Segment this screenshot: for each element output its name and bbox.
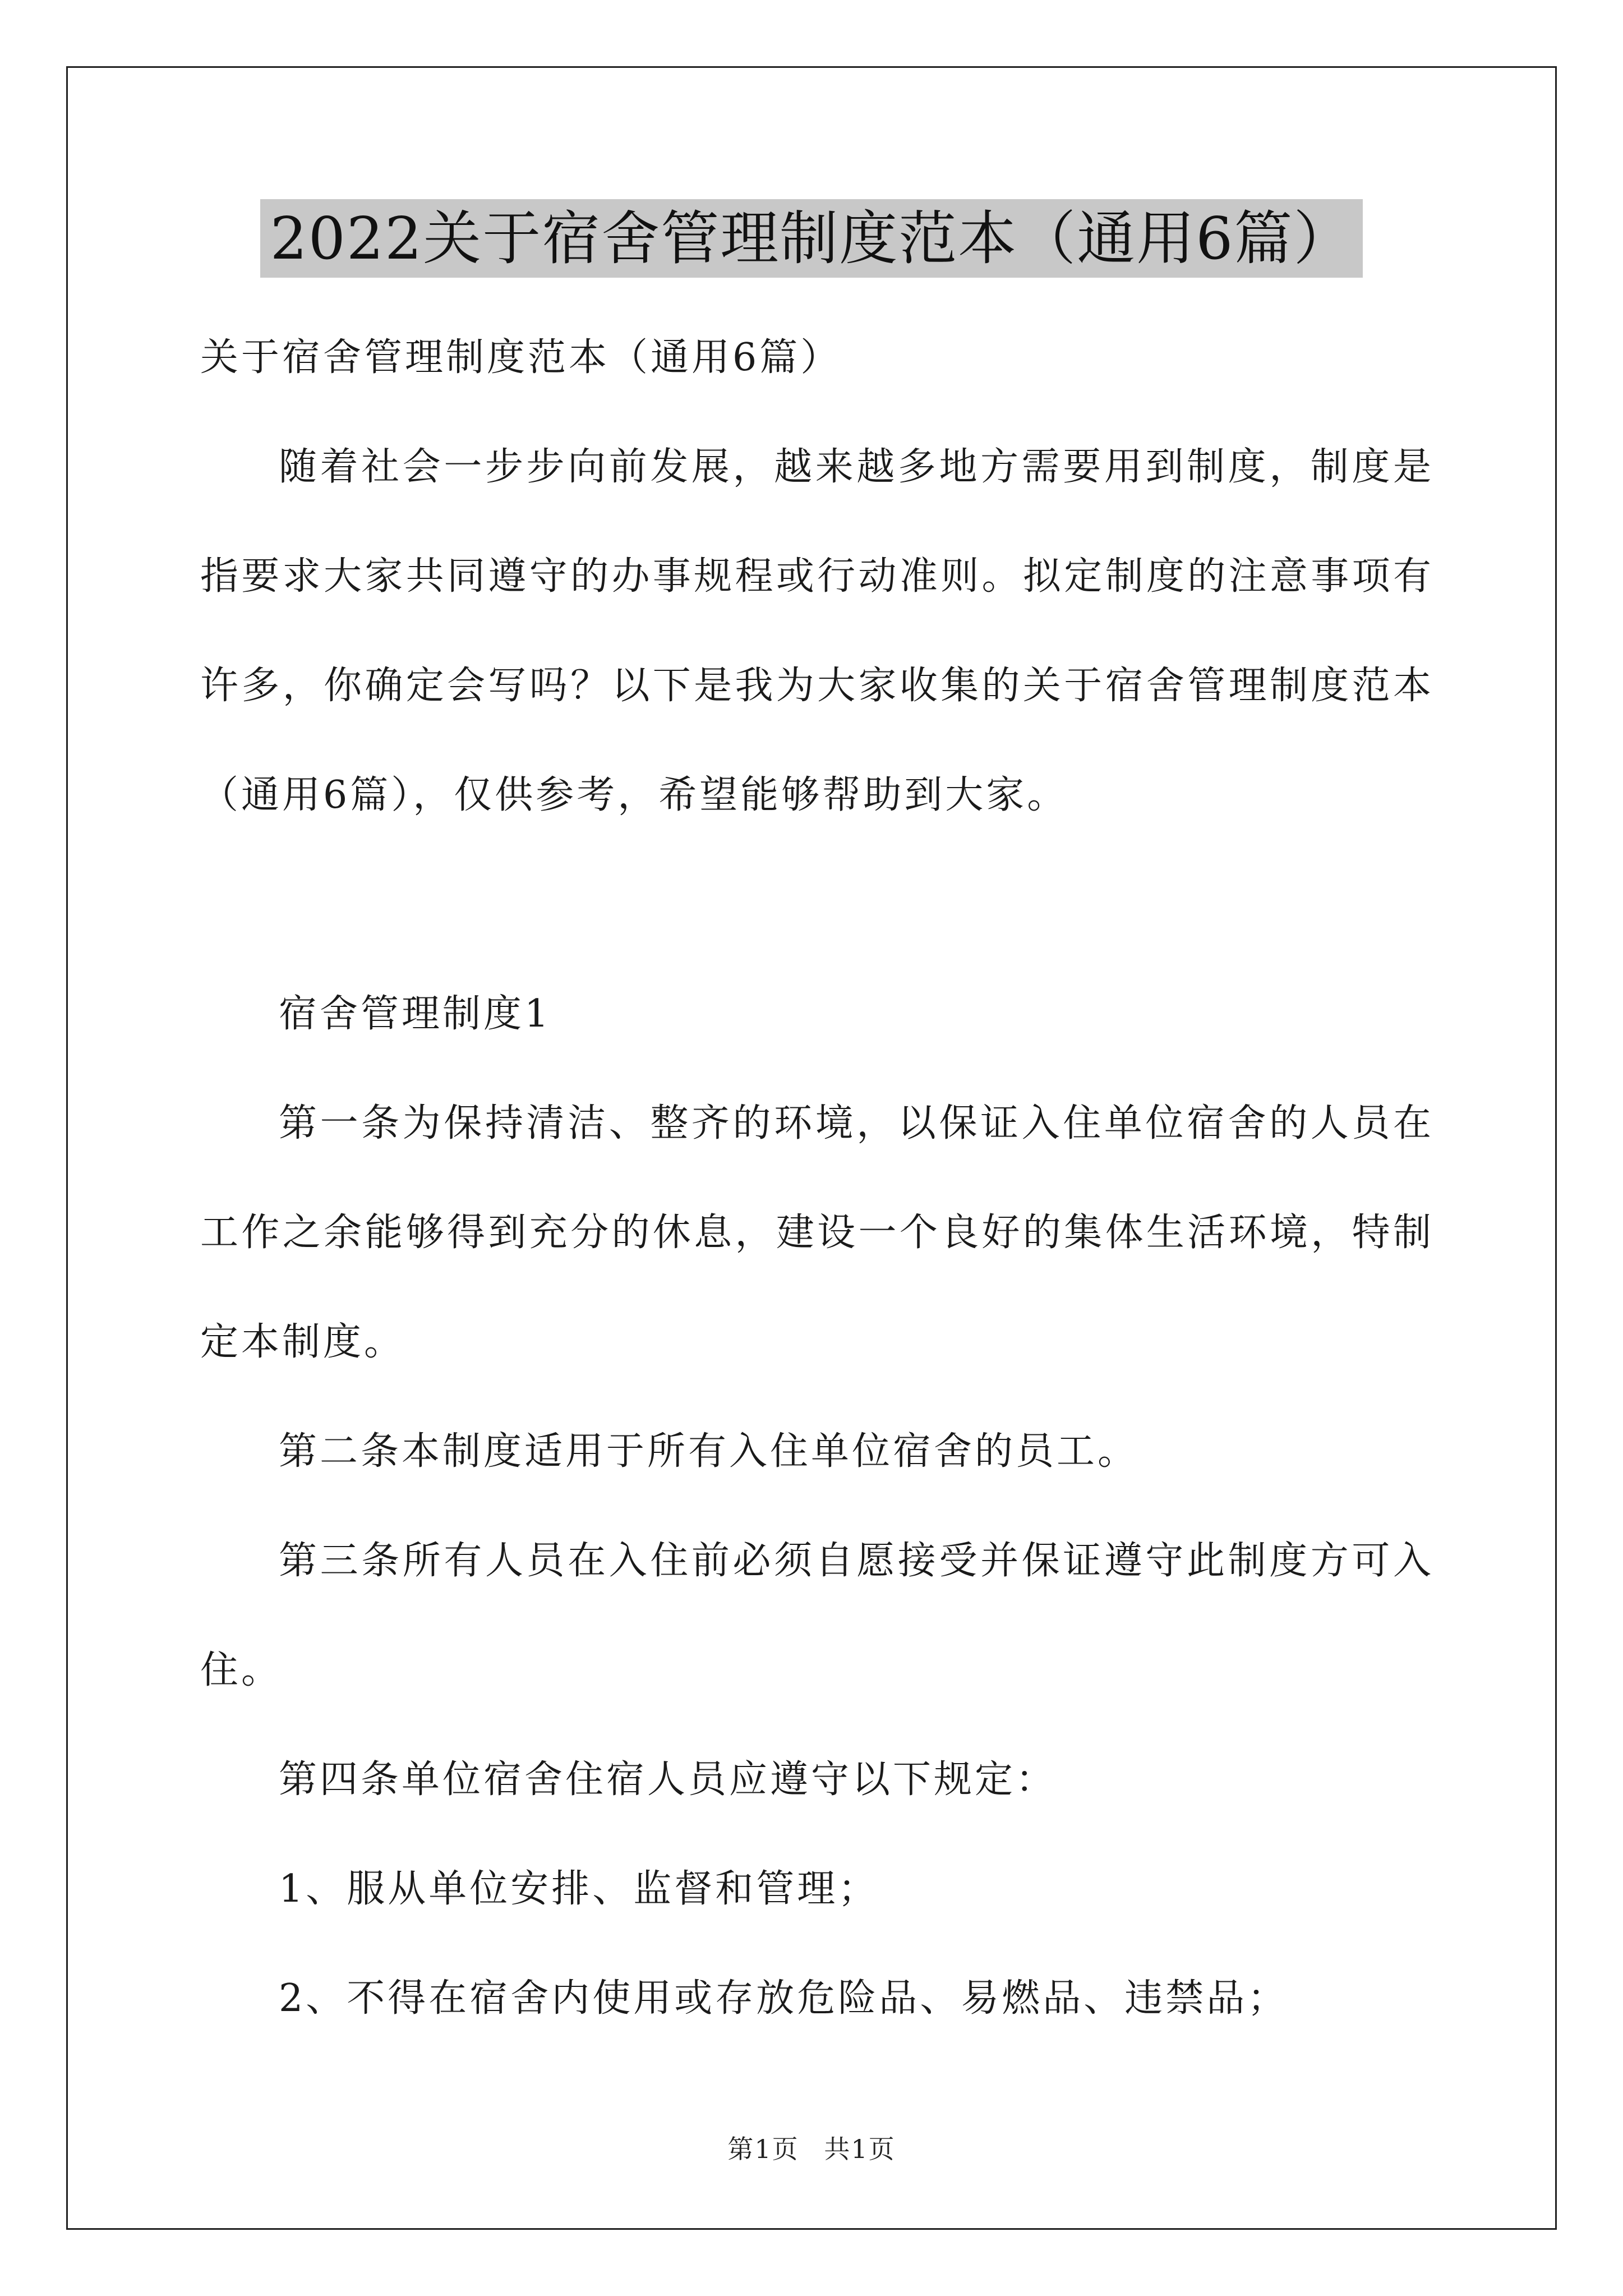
paragraph: 第三条所有人员在入住前必须自愿接受并保证遵守此制度方可入住。 — [200, 1539, 1434, 1692]
document-subtitle: 关于宿舍管理制度范本（通用6篇） — [200, 335, 842, 380]
document-title: 2022关于宿舍管理制度范本（通用6篇） — [260, 199, 1363, 278]
paragraph: 第四条单位宿舍住宿人员应遵守以下规定： — [279, 1757, 1057, 1802]
title-container — [0, 199, 1623, 278]
list-item: 2、不得在宿舍内使用或存放危险品、易燃品、违禁品； — [279, 1976, 1289, 2021]
spacer — [200, 850, 1434, 959]
document-body — [200, 303, 1434, 2053]
intro-paragraph: 随着社会一步步向前发展，越来越多地方需要用到制度，制度是指要求大家共同遵守的办事规程或行动准则。拟定制度的注意事项有许多，你确定会写吗？以下是我为大家收集的关于宿舍管理制度范本（通用6篇），仅供参考，希望能够帮助到大家。 — [200, 445, 1434, 817]
paragraph: 第一条为保持清洁、整齐的环境，以保证入住单位宿舍的人员在工作之余能够得到充分的休息，建设一个良好的集体生活环境，特制定本制度。 — [200, 1101, 1434, 1364]
paragraph: 第二条本制度适用于所有入住单位宿舍的员工。 — [279, 1429, 1139, 1474]
section-heading: 宿舍管理制度1 — [279, 992, 552, 1036]
page-footer — [0, 2129, 1623, 2166]
list-item: 1、服从单位安排、监督和管理； — [279, 1867, 879, 1911]
page-number-current: 第1页 — [727, 2134, 799, 2164]
page-number-total: 共1页 — [824, 2134, 896, 2164]
